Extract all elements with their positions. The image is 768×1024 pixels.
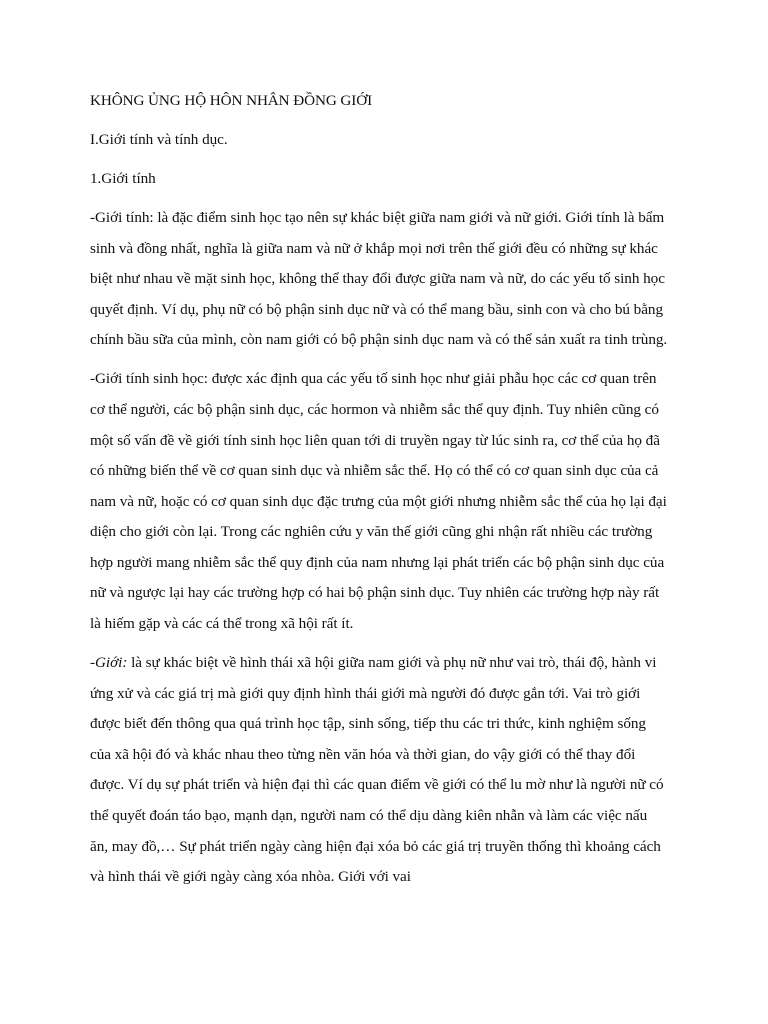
paragraph-gioi (90, 648, 668, 893)
paragraph-gioi-tinh-sinh-hoc: -Giới tính sinh học: được xác định qua các yếu tố sinh học như giải phẫu học các cơ quan trên cơ thể người, các bộ phận sinh dục, các hormon và nhiễm sắc thể quy định. Tuy nhiên cũng có một số vấn đề về giới tính sinh học liên quan tới di truyền ngay từ lúc sinh ra, cơ thể của họ đã có những biến thể về cơ quan sinh dục và nhiễm sắc thể. Họ có thể có cơ quan sinh dục của cả nam và nữ, hoặc có cơ quan sinh dục đặc trưng của một giới nhưng nhiễm sắc thể của họ lại đại diện cho giới còn lại. Trong các nghiên cứu y văn thế giới cũng ghi nhận rất nhiều các trường hợp người mang nhiễm sắc thể quy định của nam nhưng lại phát triển các bộ phận sinh dục của nữ và ngược lại hay các trường hợp có hai bộ phận sinh dục. Tuy nhiên các trường hợp này rất là hiếm gặp và các cá thể trong xã hội rất ít. (90, 370, 667, 633)
paragraph-gioi-tinh: -Giới tính: là đặc điểm sinh học tạo nên sự khác biệt giữa nam giới và nữ giới. Giới tính là bẩm sinh và đồng nhất, nghĩa là giữa nam và nữ ở khắp mọi nơi trên thế giới đều có những sự khác biệt như nhau về mặt sinh học, không thể thay đổi được giữa nam và nữ, do các yếu tố sinh học quyết định. Ví dụ, phụ nữ có bộ phận sinh dục nữ và có thể mang bầu, sinh con và cho bú bằng chính bầu sữa của mình, còn nam giới có bộ phận sinh dục nam và có thể sản xuất ra tinh trùng. (90, 208, 668, 349)
document-title: KHÔNG ỦNG HỘ HÔN NHÂN ĐỒNG GIỚI (90, 92, 373, 109)
subsection-heading: 1.Giới tính (90, 169, 156, 187)
paragraph-gioi-lead: -Giới: (90, 654, 128, 672)
paragraph-gioi-body: là sự khác biệt về hình thái xã hội giữa nam giới và phụ nữ như vai trò, thái độ, hành vi ứng xử và các giá trị mà giới quy định hình thái giới mà người đó được gắn tới. Vai trò giới được biết đến thông qua quá trình học tập, sinh sống, tiếp thu các tri thức, kinh nghiệm sống của xã hội đó và khác nhau theo từng nền văn hóa và thời gian, do vậy giới có thể thay đổi được. Ví dụ sự phát triển và hiện đại thì các quan điểm về giới có thể lu mờ như là người nữ có thể quyết đoán táo bạo, mạnh dạn, người nam có thể dịu dàng kiên nhẫn và làm các việc nấu ăn, may đồ,… Sự phát triển ngày càng hiện đại xóa bỏ các giá trị truyền thống thì khoảng cách và hình thái về giới ngày càng xóa nhòa. Giới với vai (90, 654, 664, 886)
section-heading: I.Giới tính và tính dục. (90, 130, 228, 148)
